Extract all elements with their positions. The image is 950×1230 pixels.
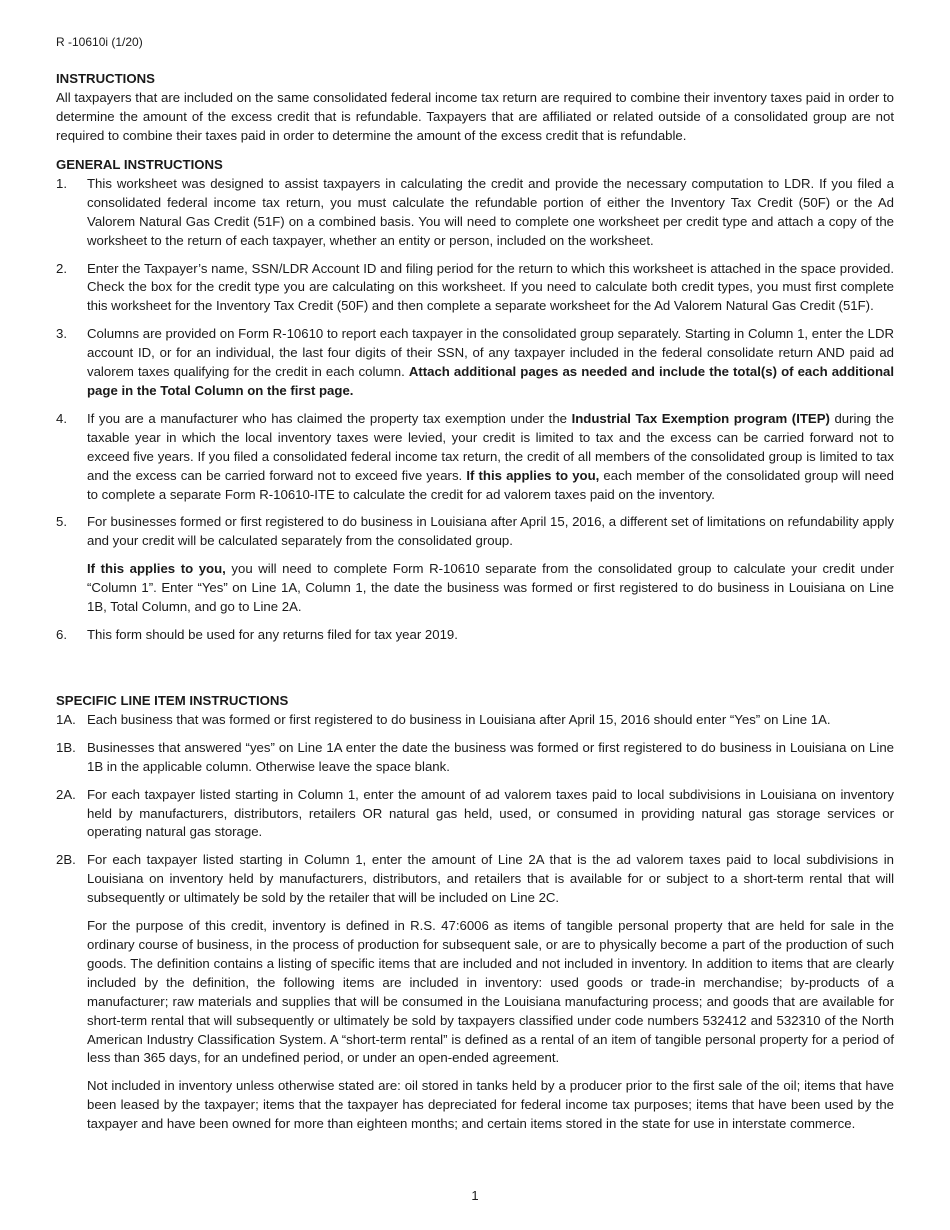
specific-heading: SPECIFIC LINE ITEM INSTRUCTIONS bbox=[56, 693, 289, 708]
item-number: 5. bbox=[56, 514, 67, 530]
item-text: Enter the Taxpayer’s name, SSN/LDR Account ID and filing period for the return to which this worksheet is attached in the space provided. Check the box for the credit type you are calculating on this worksheet. If you need to calculate both credit types, you must first complete this worksheet for the Inventory Tax Credit (50F) and then complete a separate worksheet for the Ad Valorem Natural Gas Credit (51F). bbox=[87, 260, 894, 314]
general-item-5 bbox=[56, 513, 894, 551]
page-number: 1 bbox=[471, 1188, 479, 1203]
specific-instructions-section bbox=[56, 692, 894, 1134]
item-text: This form should be used for any returns filed for tax year 2019. bbox=[87, 626, 458, 642]
item-number: 4. bbox=[56, 410, 67, 426]
item-text: you will need to complete Form R-10610 separate from the consolidated group to calculate your credit under “Column 1”. Enter “Yes” on Line 1A, Column 1, the date the business was formed or first registered to do business in Louisiana on Line 1B, Total Column, and go to Line 2A. bbox=[87, 561, 895, 615]
instructions-section bbox=[56, 70, 894, 146]
general-instructions-section bbox=[56, 156, 894, 645]
item-number: 2. bbox=[56, 260, 67, 276]
item-text: For each taxpayer listed starting in Column 1, enter the amount of Line 2A that is the ad valorem taxes paid to local subdivisions in Louisiana on inventory held by manufacturers, distributors, and retailers that is available for or subject to a short-term rental that will subsequently or ultimately be sold by the retailer that will be included on Line 2C. bbox=[87, 852, 894, 906]
general-item-3 bbox=[56, 325, 894, 401]
item-number: 1A. bbox=[56, 711, 76, 727]
general-item-2 bbox=[56, 260, 894, 317]
general-item-6 bbox=[56, 626, 894, 645]
general-item-1 bbox=[56, 175, 894, 251]
item-bold-text: Attach additional pages as needed and include the total(s) of each additional page in the Total Column on the first page. bbox=[87, 364, 894, 398]
instructions-heading: INSTRUCTIONS bbox=[56, 71, 155, 86]
item-number: 2A. bbox=[56, 786, 76, 802]
applies-bold: If this applies to you, bbox=[466, 467, 600, 483]
item-text: Columns are provided on Form R-10610 to report each taxpayer in the consolidated group separately. Starting in Column 1, enter the LDR account ID, or for an individual, the last four digits of their SSN, of any taxpayer included in the federal consolidate return AND paid ad valorem taxes qualifying for the credit in each column. bbox=[87, 326, 894, 380]
itep-bold: Industrial Tax Exemption program (ITEP) bbox=[571, 410, 830, 426]
item-number: 6. bbox=[56, 626, 67, 642]
item-text: during the taxable year in which the local inventory taxes were levied, your credit is limited to tax and the excess can be carried forward not to exceed five years. If you filed a consolidated federal income tax return, the credit of all members of the consolidated group is limited to tax and the excess can be carried forward not to exceed five years. bbox=[87, 410, 895, 483]
general-heading: GENERAL INSTRUCTIONS bbox=[56, 157, 223, 172]
form-id: R -10610i (1/20) bbox=[56, 35, 143, 49]
line-item-2b-inventory-definition: For the purpose of this credit, inventory is defined in R.S. 47:6006 as items of tangible personal property that are held for sale in the ordinary course of business, in the process of production for subsequent sale, or are to physically become a part of the production of such goods. The definition contains a listing of specific items that are included and not included in inventory. In addition to items that are clearly included by the definition, the following items are included in inventory: used goods or trade-in merchandise; by-products of a manufacturer; raw materials and supplies that will be consumed in the Louisiana manufacturing process; and goods that are available for short-term rental that will subsequently or ultimately be sold by taxpayers classified under code numbers 532412 and 532310 of the North American Industry Classification System. A “short-term rental” is defined as a rental of an item of tangible personal property for a period of less than 365 days, for an undefined period, or under an open-ended agreement. bbox=[87, 918, 894, 1066]
item-text: Businesses that answered “yes” on Line 1A enter the date the business was formed or first registered to do business in Louisiana on Line 1B in the applicable column. Otherwise leave the space blank. bbox=[87, 739, 894, 774]
line-item-1a bbox=[56, 711, 894, 730]
item-text: This worksheet was designed to assist taxpayers in calculating the credit and provide the necessary computation to LDR. If you filed a consolidated federal income tax return, you must calculate the refundable portion of either the Inventory Tax Credit (50F) or the Ad Valorem Natural Gas Credit (51F) on a combined basis. You will need to complete one worksheet per credit type and attach a copy of the worksheet to the return of each taxpayer, whether an entity or person, included on the worksheet. bbox=[87, 175, 894, 248]
item-text: each member of the consolidated group will need to complete a separate Form R-10610-ITE to calculate the credit for ad valorem taxes paid on the inventory. bbox=[87, 467, 894, 502]
general-item-4 bbox=[56, 410, 894, 505]
general-item-5-sub bbox=[56, 560, 894, 617]
item-text: Each business that was formed or first registered to do business in Louisiana after April 15, 2016 should enter “Yes” on Line 1A. bbox=[87, 711, 831, 727]
item-text: For each taxpayer listed starting in Column 1, enter the amount of ad valorem taxes paid to local subdivisions in Louisiana on inventory held by manufacturers, distributors, retailers OR natural gas held, used, or consumed in providing natural gas storage services or operating natural gas storage. bbox=[87, 786, 894, 840]
item-number: 2B. bbox=[56, 852, 76, 868]
applies-bold: If this applies to you, bbox=[87, 561, 226, 577]
line-item-1b bbox=[56, 739, 894, 777]
item-number: 3. bbox=[56, 326, 67, 342]
item-text: For businesses formed or first registered to do business in Louisiana after April 15, 2016, a different set of limitations on refundability apply and your credit will be calculated separately from the consolidated group. bbox=[87, 514, 894, 549]
instructions-text: All taxpayers that are included on the same consolidated federal income tax return are required to combine their inventory taxes paid in order to determine the amount of the excess credit that is refundable. Taxpayers that are affiliated or related outside of a consolidated group are not required to combine their taxes paid in order to determine the amount of the excess credit that is refundable. bbox=[56, 89, 894, 143]
line-item-2b bbox=[56, 851, 894, 908]
line-item-2a bbox=[56, 786, 894, 843]
item-number: 1B. bbox=[56, 739, 76, 755]
item-number: 1. bbox=[56, 175, 67, 191]
item-text: If you are a manufacturer who has claimed the property tax exemption under the bbox=[87, 410, 572, 426]
line-item-2b-not-included: Not included in inventory unless otherwise stated are: oil stored in tanks held by a producer prior to the first sale of the oil; items that have been leased by the taxpayer; items that the taxpayer has depreciated for federal income tax purposes; items that have been used by the taxpayer and have been owned for more than eighteen months; and certain items stored in the state for use in interstate commerce. bbox=[87, 1078, 894, 1132]
